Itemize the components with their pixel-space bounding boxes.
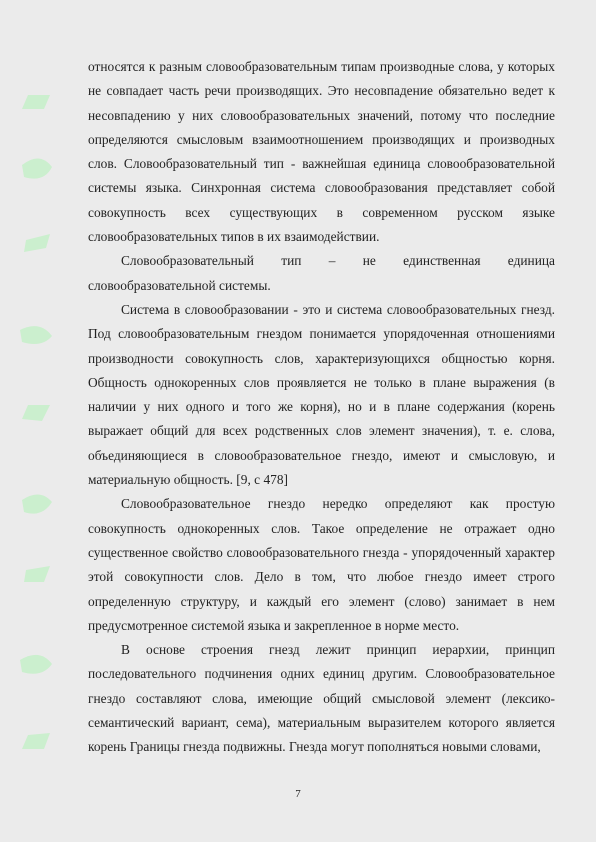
body-text xyxy=(88,55,555,760)
paragraph-4: Словообразовательное гнездо нередко определяют как простую совокупность однокоренных слов. Такое определение не отражает одно существенное свойство словообразовательного гнезда - упорядоченный характер этой совокупности слов. Дело в том, что любое гнездо имеет строго определенную структуру, и каждый его элемент (слово) занимает в нем предусмотренное системой языка и закрепленное в норме место. xyxy=(88,496,555,633)
paragraph-3: Система в словообразовании - это и система словообразовательных гнезд. Под словообразовательным гнездом понимается упорядоченная отношениями производности совокупность слов, характеризующихся общностью корня. Общность однокоренных слов проявляется не только в плане выражения (в наличии у них одного и того же корня), но и в плане содержания (корень выражает общий для всех родственных слов элемент значения), т. е. слова, объединяющиеся в словообразовательное гнездо, имеют и смысловую, и материальную общность. [9, с 478] xyxy=(88,301,555,488)
paragraph-5: В основе строения гнезд лежит принцип иерархии, принцип последовательного подчинения одних единиц другим. Словообразовательное гнездо составляют слова, имеющие общий смысловой элемент (лексико-семантический вариант, сема), материальным выразителем которого является корень Границы гнезда подвижны. Гнезда могут пополняться новыми словами, xyxy=(88,642,555,755)
page-number: 7 xyxy=(295,788,301,800)
paragraph-2: Словообразовательный тип – не единственная единица словообразовательной системы. xyxy=(88,253,555,293)
paragraph-1: относятся к разным словообразовательным типам производные слова, у которых не совпадает часть речи производящих. Это несовпадение обязательно ведет к несовпадению у них словообразовательных значений, потому что последние определяются смысловым взаимоотношением производящих и производных слов. Словообразовательный тип - важнейшая единица словообразовательной системы языка. Синхронная система словообразования представляет собой совокупность всех существующих в современном русском языке словообразовательных типов в их взаимодействии. xyxy=(88,59,555,245)
watermark xyxy=(8,0,68,842)
